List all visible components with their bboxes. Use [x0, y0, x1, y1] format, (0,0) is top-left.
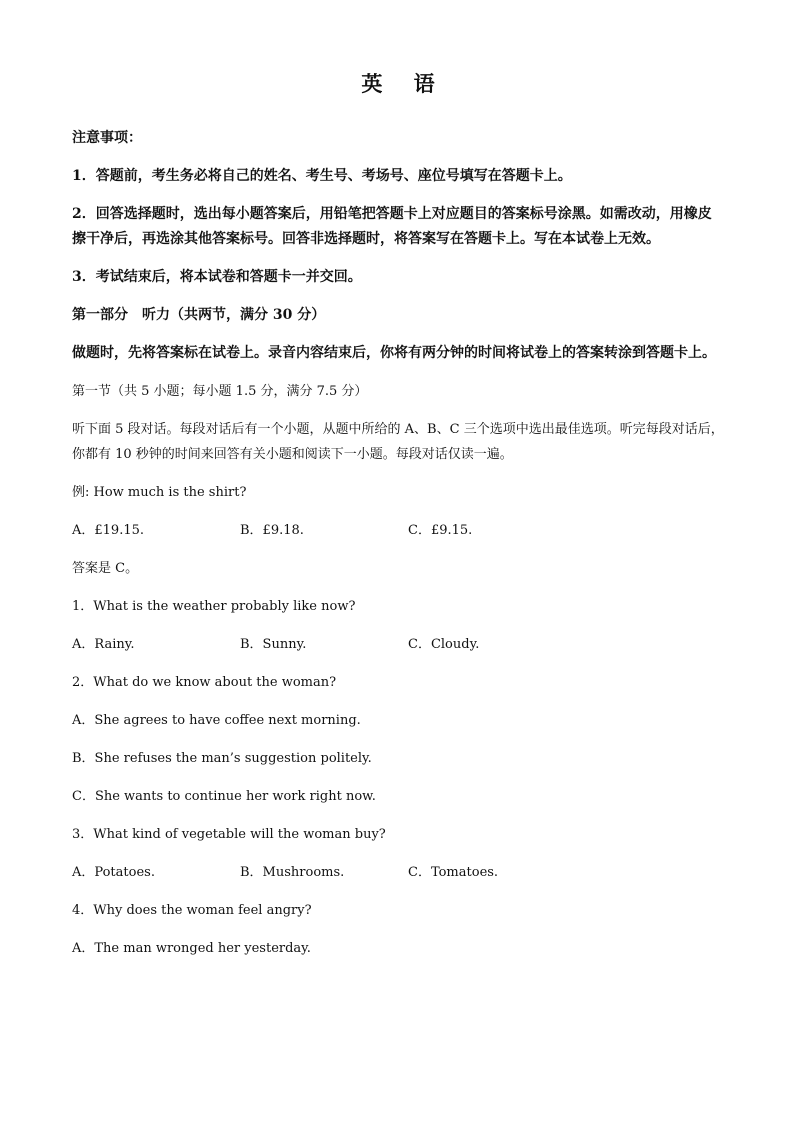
question-3-option-a: A．Potatoes. [72, 865, 155, 880]
example-answer: 答案是 C。 [72, 561, 139, 576]
example-options [72, 518, 724, 543]
question-1-options [72, 632, 724, 657]
exam-page [72, 60, 724, 974]
example-option-a: A．£19.15. [72, 523, 145, 538]
notice-item-1: 1．答题前，考生务必将自己的姓名、考生号、考场号、座位号填写在答题卡上。 [72, 168, 572, 184]
notice-heading: 注意事项： [72, 130, 142, 146]
question-2-option-b: B．She refuses the man’s suggestion politely. [72, 751, 372, 766]
part1-instruction: 做题时，先将答案标在试卷上。录音内容结束后，你将有两分钟的时间将试卷上的答案转涂到答题卡上。 [72, 345, 716, 361]
example-option-c: C．£9.15. [408, 523, 473, 538]
question-1-option-b: B．Sunny. [240, 637, 307, 652]
question-2-option-a: A．She agrees to have coffee next morning. [72, 713, 361, 728]
question-2-stem: 2．What do we know about the woman? [72, 675, 337, 690]
notice-item-2: 2．回答选择题时，选出每小题答案后，用铅笔把答题卡上对应题目的答案标号涂黑。如需改动，用橡皮擦干净后，再选涂其他答案标号。回答非选择题时，将答案写在答题卡上。写在本试卷上无效。 [72, 206, 712, 247]
question-3-stem: 3．What kind of vegetable will the woman buy? [72, 827, 386, 842]
question-1-option-c: C．Cloudy. [408, 637, 480, 652]
example-option-b: B．£9.18. [240, 523, 304, 538]
question-1-option-a: A．Rainy. [72, 637, 135, 652]
question-1-stem: 1．What is the weather probably like now? [72, 599, 356, 614]
section1-instruction: 听下面 5 段对话。每段对话后有一个小题，从题中所给的 A、B、C 三个选项中选出最佳选项。听完每段对话后，你都有 10 秒钟的时间来回答有关小题和阅读下一小题。每段对话仅读一遍。 [72, 422, 724, 462]
example-question: 例: How much is the shirt? [72, 485, 247, 500]
question-3-option-c: C．Tomatoes. [408, 865, 499, 880]
notice-item-3: 3．考试结束后，将本试卷和答题卡一并交回。 [72, 269, 362, 285]
question-2-option-c: C．She wants to continue her work right now. [72, 789, 376, 804]
question-4-option-a: A．The man wronged her yesterday. [72, 941, 311, 956]
question-3-options [72, 860, 724, 885]
page-title: 英 语 [361, 71, 447, 96]
section1-heading: 第一节（共 5 小题；每小题 1.5 分，满分 7.5 分） [72, 384, 368, 399]
part1-heading: 第一部分 听力（共两节，满分 30 分） [72, 307, 326, 323]
question-3-option-b: B．Mushrooms. [240, 865, 345, 880]
question-4-stem: 4．Why does the woman feel angry? [72, 903, 312, 918]
